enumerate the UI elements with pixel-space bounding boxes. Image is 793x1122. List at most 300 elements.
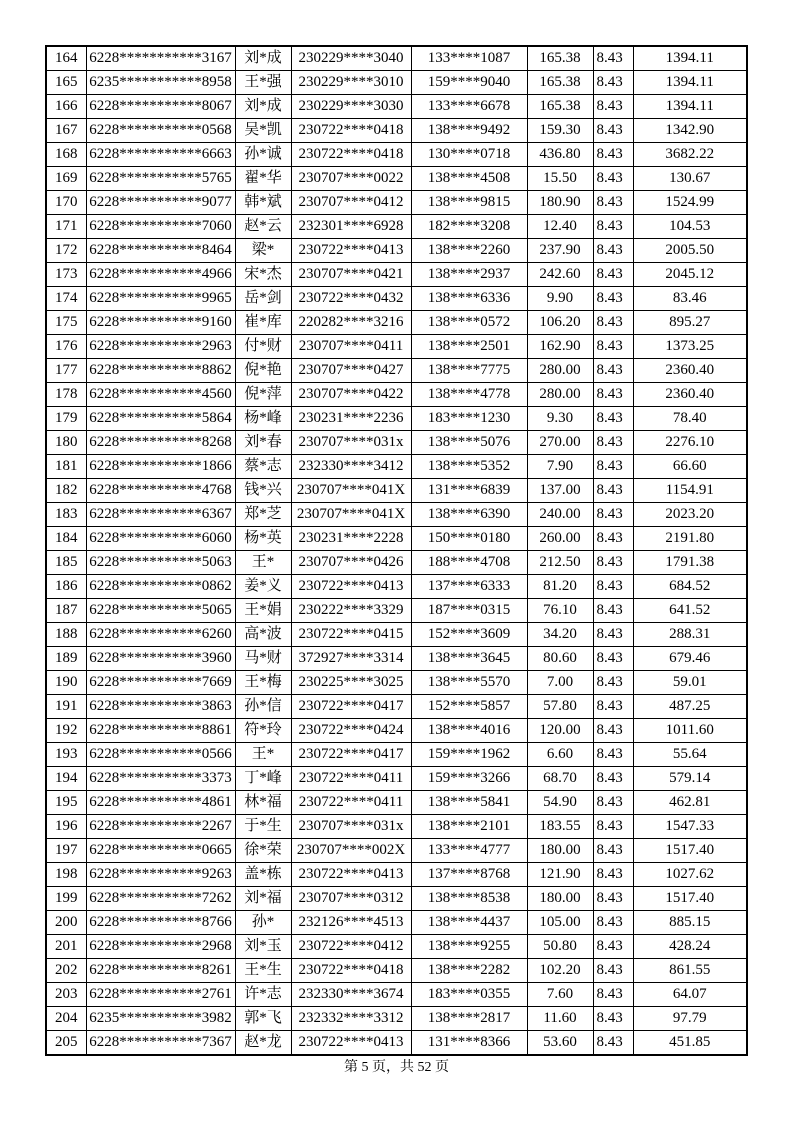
cell-phone: 138****2501	[411, 335, 527, 359]
cell-index: 199	[46, 887, 86, 911]
cell-phone: 138****0572	[411, 311, 527, 335]
cell-amount: 183.55	[527, 815, 593, 839]
cell-card-number: 6228***********4861	[86, 791, 235, 815]
cell-name: 刘*成	[235, 95, 291, 119]
cell-card-number: 6228***********7262	[86, 887, 235, 911]
cell-id-number: 230229****3040	[291, 46, 411, 71]
cell-amount: 68.70	[527, 767, 593, 791]
cell-total: 2023.20	[633, 503, 747, 527]
cell-phone: 138****2260	[411, 239, 527, 263]
cell-id-number: 230722****0415	[291, 623, 411, 647]
cell-name: 杨*英	[235, 527, 291, 551]
cell-total: 1517.40	[633, 839, 747, 863]
cell-id-number: 230722****0418	[291, 959, 411, 983]
cell-index: 176	[46, 335, 86, 359]
cell-index: 185	[46, 551, 86, 575]
cell-phone: 138****4778	[411, 383, 527, 407]
cell-total: 3682.22	[633, 143, 747, 167]
cell-phone: 183****0355	[411, 983, 527, 1007]
cell-card-number: 6228***********3167	[86, 46, 235, 71]
cell-rate: 8.43	[593, 935, 633, 959]
cell-total: 1342.90	[633, 119, 747, 143]
cell-card-number: 6228***********2963	[86, 335, 235, 359]
table-row	[46, 407, 747, 431]
cell-index: 184	[46, 527, 86, 551]
cell-phone: 131****8366	[411, 1031, 527, 1056]
cell-id-number: 230707****0411	[291, 335, 411, 359]
cell-amount: 165.38	[527, 46, 593, 71]
table-row	[46, 887, 747, 911]
cell-rate: 8.43	[593, 503, 633, 527]
cell-phone: 138****5352	[411, 455, 527, 479]
table-row	[46, 839, 747, 863]
cell-rate: 8.43	[593, 887, 633, 911]
cell-amount: 120.00	[527, 719, 593, 743]
cell-card-number: 6228***********2968	[86, 935, 235, 959]
cell-amount: 180.00	[527, 839, 593, 863]
cell-card-number: 6228***********5864	[86, 407, 235, 431]
cell-total: 885.15	[633, 911, 747, 935]
table-row	[46, 719, 747, 743]
cell-total: 2360.40	[633, 383, 747, 407]
cell-index: 205	[46, 1031, 86, 1056]
cell-card-number: 6228***********0862	[86, 575, 235, 599]
cell-phone: 133****6678	[411, 95, 527, 119]
cell-amount: 102.20	[527, 959, 593, 983]
cell-rate: 8.43	[593, 263, 633, 287]
table-row	[46, 503, 747, 527]
cell-id-number: 230722****0417	[291, 695, 411, 719]
table-row	[46, 215, 747, 239]
table-row	[46, 575, 747, 599]
cell-card-number: 6228***********5063	[86, 551, 235, 575]
cell-phone: 183****1230	[411, 407, 527, 431]
table-row	[46, 623, 747, 647]
cell-amount: 7.90	[527, 455, 593, 479]
cell-rate: 8.43	[593, 287, 633, 311]
cell-rate: 8.43	[593, 119, 633, 143]
cell-rate: 8.43	[593, 191, 633, 215]
cell-phone: 137****6333	[411, 575, 527, 599]
cell-card-number: 6228***********8464	[86, 239, 235, 263]
cell-total: 2360.40	[633, 359, 747, 383]
cell-index: 181	[46, 455, 86, 479]
table-row	[46, 863, 747, 887]
cell-rate: 8.43	[593, 767, 633, 791]
cell-index: 197	[46, 839, 86, 863]
cell-rate: 8.43	[593, 46, 633, 71]
cell-id-number: 230707****041X	[291, 503, 411, 527]
cell-name: 王*	[235, 743, 291, 767]
table-row	[46, 46, 747, 71]
cell-phone: 131****6839	[411, 479, 527, 503]
cell-index: 190	[46, 671, 86, 695]
cell-rate: 8.43	[593, 215, 633, 239]
cell-index: 178	[46, 383, 86, 407]
cell-id-number: 230222****3329	[291, 599, 411, 623]
cell-id-number: 230722****0412	[291, 935, 411, 959]
cell-amount: 76.10	[527, 599, 593, 623]
table-row	[46, 743, 747, 767]
cell-total: 1373.25	[633, 335, 747, 359]
cell-amount: 105.00	[527, 911, 593, 935]
cell-name: 梁*	[235, 239, 291, 263]
cell-id-number: 232330****3674	[291, 983, 411, 1007]
table-row	[46, 311, 747, 335]
cell-card-number: 6228***********8766	[86, 911, 235, 935]
cell-card-number: 6228***********9965	[86, 287, 235, 311]
cell-index: 202	[46, 959, 86, 983]
cell-name: 韩*斌	[235, 191, 291, 215]
cell-card-number: 6228***********1866	[86, 455, 235, 479]
cell-card-number: 6228***********4560	[86, 383, 235, 407]
cell-card-number: 6235***********8958	[86, 71, 235, 95]
cell-name: 郑*芝	[235, 503, 291, 527]
cell-amount: 162.90	[527, 335, 593, 359]
cell-phone: 152****5857	[411, 695, 527, 719]
table-row	[46, 671, 747, 695]
cell-index: 169	[46, 167, 86, 191]
cell-phone: 138****2817	[411, 1007, 527, 1031]
cell-id-number: 230707****0022	[291, 167, 411, 191]
cell-rate: 8.43	[593, 143, 633, 167]
cell-id-number: 230722****0424	[291, 719, 411, 743]
cell-id-number: 230707****031x	[291, 815, 411, 839]
cell-amount: 15.50	[527, 167, 593, 191]
cell-rate: 8.43	[593, 1031, 633, 1056]
cell-card-number: 6228***********8268	[86, 431, 235, 455]
cell-id-number: 230722****0432	[291, 287, 411, 311]
table-row	[46, 695, 747, 719]
cell-index: 186	[46, 575, 86, 599]
cell-total: 1027.62	[633, 863, 747, 887]
cell-phone: 138****9255	[411, 935, 527, 959]
cell-id-number: 230722****0413	[291, 575, 411, 599]
cell-amount: 212.50	[527, 551, 593, 575]
cell-id-number: 372927****3314	[291, 647, 411, 671]
table-row	[46, 287, 747, 311]
cell-total: 684.52	[633, 575, 747, 599]
cell-name: 王*生	[235, 959, 291, 983]
cell-rate: 8.43	[593, 599, 633, 623]
cell-index: 172	[46, 239, 86, 263]
cell-amount: 260.00	[527, 527, 593, 551]
cell-id-number: 230722****0417	[291, 743, 411, 767]
cell-phone: 138****5570	[411, 671, 527, 695]
cell-rate: 8.43	[593, 359, 633, 383]
cell-card-number: 6228***********7060	[86, 215, 235, 239]
cell-amount: 50.80	[527, 935, 593, 959]
cell-phone: 133****4777	[411, 839, 527, 863]
cell-id-number: 230722****0413	[291, 1031, 411, 1056]
cell-card-number: 6235***********3982	[86, 1007, 235, 1031]
cell-card-number: 6228***********7669	[86, 671, 235, 695]
cell-phone: 138****2101	[411, 815, 527, 839]
cell-name: 王*梅	[235, 671, 291, 695]
cell-amount: 53.60	[527, 1031, 593, 1056]
cell-rate: 8.43	[593, 623, 633, 647]
cell-name: 孙*诚	[235, 143, 291, 167]
cell-name: 蔡*志	[235, 455, 291, 479]
cell-phone: 138****5841	[411, 791, 527, 815]
cell-total: 130.67	[633, 167, 747, 191]
table-row	[46, 191, 747, 215]
cell-index: 170	[46, 191, 86, 215]
cell-total: 895.27	[633, 311, 747, 335]
cell-id-number: 232332****3312	[291, 1007, 411, 1031]
cell-card-number: 6228***********5765	[86, 167, 235, 191]
cell-rate: 8.43	[593, 383, 633, 407]
cell-index: 188	[46, 623, 86, 647]
cell-amount: 11.60	[527, 1007, 593, 1031]
cell-index: 179	[46, 407, 86, 431]
cell-rate: 8.43	[593, 959, 633, 983]
cell-id-number: 230722****0411	[291, 767, 411, 791]
cell-index: 193	[46, 743, 86, 767]
cell-index: 168	[46, 143, 86, 167]
cell-rate: 8.43	[593, 479, 633, 503]
cell-id-number: 232126****4513	[291, 911, 411, 935]
cell-rate: 8.43	[593, 1007, 633, 1031]
cell-name: 岳*剑	[235, 287, 291, 311]
cell-total: 487.25	[633, 695, 747, 719]
table-row	[46, 935, 747, 959]
cell-total: 1791.38	[633, 551, 747, 575]
cell-phone: 138****3645	[411, 647, 527, 671]
cell-name: 崔*库	[235, 311, 291, 335]
cell-phone: 138****2937	[411, 263, 527, 287]
cell-amount: 80.60	[527, 647, 593, 671]
cell-total: 59.01	[633, 671, 747, 695]
cell-rate: 8.43	[593, 551, 633, 575]
cell-index: 191	[46, 695, 86, 719]
cell-card-number: 6228***********3373	[86, 767, 235, 791]
table-row	[46, 359, 747, 383]
cell-phone: 152****3609	[411, 623, 527, 647]
cell-rate: 8.43	[593, 719, 633, 743]
cell-amount: 159.30	[527, 119, 593, 143]
cell-name: 王*	[235, 551, 291, 575]
table-row	[46, 119, 747, 143]
cell-index: 200	[46, 911, 86, 935]
cell-name: 宋*杰	[235, 263, 291, 287]
cell-total: 1524.99	[633, 191, 747, 215]
table-row	[46, 815, 747, 839]
cell-name: 杨*峰	[235, 407, 291, 431]
cell-name: 倪*艳	[235, 359, 291, 383]
cell-total: 451.85	[633, 1031, 747, 1056]
cell-name: 赵*云	[235, 215, 291, 239]
cell-name: 丁*峰	[235, 767, 291, 791]
cell-card-number: 6228***********0665	[86, 839, 235, 863]
cell-id-number: 230707****0312	[291, 887, 411, 911]
cell-name: 刘*春	[235, 431, 291, 455]
cell-card-number: 6228***********6367	[86, 503, 235, 527]
cell-card-number: 6228***********6060	[86, 527, 235, 551]
cell-amount: 9.30	[527, 407, 593, 431]
cell-phone: 150****0180	[411, 527, 527, 551]
cell-id-number: 230722****0413	[291, 239, 411, 263]
cell-phone: 138****9815	[411, 191, 527, 215]
cell-id-number: 230707****002X	[291, 839, 411, 863]
cell-amount: 106.20	[527, 311, 593, 335]
cell-rate: 8.43	[593, 983, 633, 1007]
table-row	[46, 383, 747, 407]
cell-name: 刘*成	[235, 46, 291, 71]
cell-id-number: 230707****0427	[291, 359, 411, 383]
cell-index: 195	[46, 791, 86, 815]
cell-index: 194	[46, 767, 86, 791]
cell-id-number: 230707****041X	[291, 479, 411, 503]
cell-amount: 7.60	[527, 983, 593, 1007]
cell-name: 王*娟	[235, 599, 291, 623]
cell-card-number: 6228***********5065	[86, 599, 235, 623]
cell-id-number: 232330****3412	[291, 455, 411, 479]
cell-name: 高*波	[235, 623, 291, 647]
cell-amount: 180.90	[527, 191, 593, 215]
cell-card-number: 6228***********4768	[86, 479, 235, 503]
table-row	[46, 599, 747, 623]
cell-total: 83.46	[633, 287, 747, 311]
cell-phone: 159****3266	[411, 767, 527, 791]
cell-card-number: 6228***********8261	[86, 959, 235, 983]
cell-total: 579.14	[633, 767, 747, 791]
table-row	[46, 143, 747, 167]
cell-total: 1394.11	[633, 95, 747, 119]
cell-rate: 8.43	[593, 743, 633, 767]
table-row	[46, 959, 747, 983]
cell-id-number: 230722****0413	[291, 863, 411, 887]
cell-total: 2045.12	[633, 263, 747, 287]
table-row	[46, 1031, 747, 1056]
cell-name: 孙*	[235, 911, 291, 935]
cell-total: 2276.10	[633, 431, 747, 455]
cell-total: 1517.40	[633, 887, 747, 911]
cell-total: 1547.33	[633, 815, 747, 839]
cell-amount: 12.40	[527, 215, 593, 239]
cell-id-number: 230722****0418	[291, 119, 411, 143]
cell-index: 203	[46, 983, 86, 1007]
cell-card-number: 6228***********9077	[86, 191, 235, 215]
cell-amount: 9.90	[527, 287, 593, 311]
cell-id-number: 230231****2236	[291, 407, 411, 431]
cell-name: 赵*龙	[235, 1031, 291, 1056]
cell-index: 166	[46, 95, 86, 119]
cell-phone: 138****4016	[411, 719, 527, 743]
cell-amount: 270.00	[527, 431, 593, 455]
cell-total: 2191.80	[633, 527, 747, 551]
cell-rate: 8.43	[593, 431, 633, 455]
cell-id-number: 230707****0421	[291, 263, 411, 287]
cell-phone: 138****8538	[411, 887, 527, 911]
cell-rate: 8.43	[593, 71, 633, 95]
cell-phone: 138****7775	[411, 359, 527, 383]
cell-total: 428.24	[633, 935, 747, 959]
table-row	[46, 335, 747, 359]
table-row	[46, 71, 747, 95]
cell-total: 641.52	[633, 599, 747, 623]
cell-id-number: 230707****0426	[291, 551, 411, 575]
cell-phone: 133****1087	[411, 46, 527, 71]
cell-rate: 8.43	[593, 815, 633, 839]
table-row	[46, 767, 747, 791]
cell-phone: 137****8768	[411, 863, 527, 887]
cell-amount: 137.00	[527, 479, 593, 503]
cell-phone: 159****9040	[411, 71, 527, 95]
cell-index: 182	[46, 479, 86, 503]
cell-rate: 8.43	[593, 647, 633, 671]
cell-amount: 57.80	[527, 695, 593, 719]
cell-name: 马*财	[235, 647, 291, 671]
cell-amount: 6.60	[527, 743, 593, 767]
cell-card-number: 6228***********7367	[86, 1031, 235, 1056]
cell-card-number: 6228***********6260	[86, 623, 235, 647]
table-row	[46, 911, 747, 935]
cell-amount: 165.38	[527, 95, 593, 119]
cell-index: 171	[46, 215, 86, 239]
cell-amount: 54.90	[527, 791, 593, 815]
cell-id-number: 230707****0412	[291, 191, 411, 215]
cell-index: 173	[46, 263, 86, 287]
cell-card-number: 6228***********3960	[86, 647, 235, 671]
cell-name: 刘*玉	[235, 935, 291, 959]
cell-phone: 138****9492	[411, 119, 527, 143]
cell-index: 183	[46, 503, 86, 527]
cell-id-number: 220282****3216	[291, 311, 411, 335]
cell-card-number: 6228***********2267	[86, 815, 235, 839]
cell-name: 盖*栋	[235, 863, 291, 887]
cell-total: 679.46	[633, 647, 747, 671]
cell-index: 196	[46, 815, 86, 839]
table-row	[46, 95, 747, 119]
cell-amount: 436.80	[527, 143, 593, 167]
cell-name: 孙*信	[235, 695, 291, 719]
cell-card-number: 6228***********9160	[86, 311, 235, 335]
cell-name: 林*福	[235, 791, 291, 815]
cell-amount: 81.20	[527, 575, 593, 599]
cell-rate: 8.43	[593, 95, 633, 119]
cell-total: 462.81	[633, 791, 747, 815]
cell-total: 64.07	[633, 983, 747, 1007]
cell-total: 861.55	[633, 959, 747, 983]
cell-phone: 138****5076	[411, 431, 527, 455]
cell-name: 徐*荣	[235, 839, 291, 863]
cell-card-number: 6228***********0568	[86, 119, 235, 143]
cell-index: 189	[46, 647, 86, 671]
cell-total: 97.79	[633, 1007, 747, 1031]
cell-amount: 242.60	[527, 263, 593, 287]
cell-id-number: 230229****3030	[291, 95, 411, 119]
cell-index: 165	[46, 71, 86, 95]
table-row	[46, 551, 747, 575]
cell-phone: 188****4708	[411, 551, 527, 575]
cell-card-number: 6228***********4966	[86, 263, 235, 287]
cell-card-number: 6228***********2761	[86, 983, 235, 1007]
cell-name: 吴*凯	[235, 119, 291, 143]
cell-rate: 8.43	[593, 455, 633, 479]
cell-card-number: 6228***********8861	[86, 719, 235, 743]
cell-total: 1154.91	[633, 479, 747, 503]
cell-amount: 280.00	[527, 383, 593, 407]
cell-total: 2005.50	[633, 239, 747, 263]
cell-phone: 130****0718	[411, 143, 527, 167]
cell-rate: 8.43	[593, 863, 633, 887]
cell-name: 郭*飞	[235, 1007, 291, 1031]
cell-amount: 34.20	[527, 623, 593, 647]
cell-phone: 182****3208	[411, 215, 527, 239]
cell-name: 倪*萍	[235, 383, 291, 407]
cell-id-number: 230225****3025	[291, 671, 411, 695]
